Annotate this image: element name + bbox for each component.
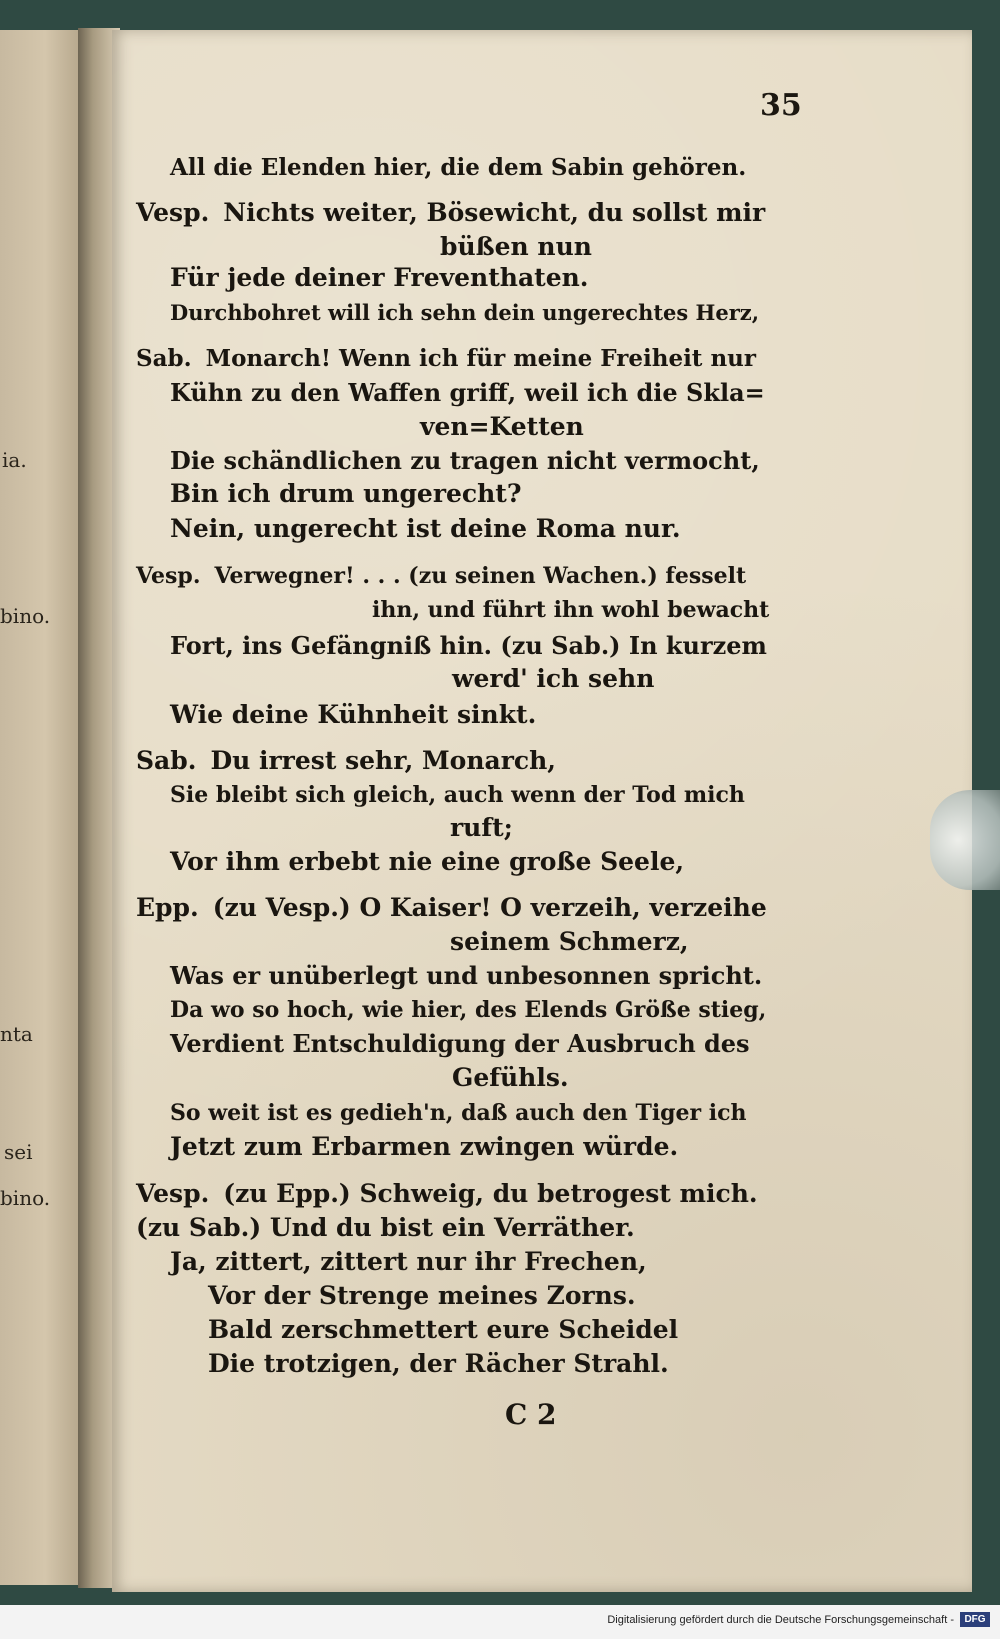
line-text: Jetzt zum Erbarmen zwingen würde. (170, 1132, 679, 1161)
text-line (450, 813, 513, 843)
funding-credit: Digitalisierung gefördert durch die Deutsche Forschungsgemeinschaft - (607, 1614, 954, 1626)
line-text: Bin ich drum ungerecht? (170, 479, 522, 508)
line-text: Gefühls. (452, 1063, 569, 1092)
left-page-fragment: nta (0, 1022, 33, 1046)
text-line (170, 1098, 747, 1128)
text-line (420, 412, 584, 442)
line-text: Kühn zu den Waffen griff, weil ich die Skla= (170, 378, 765, 407)
text-line (208, 1315, 678, 1345)
text-line (136, 746, 556, 776)
speaker-name: Vesp. (136, 563, 201, 589)
text-line (136, 198, 765, 228)
text-line (136, 561, 746, 591)
page-number: 35 (760, 88, 802, 123)
line-text: Durchbohret will ich sehn dein ungerechtes Herz, (170, 300, 760, 325)
line-text: Die schändlichen zu tragen nicht vermocht, (170, 446, 760, 475)
text-line (170, 995, 766, 1025)
left-page-edge (0, 30, 82, 1585)
text-line (170, 514, 681, 544)
line-text: büßen nun (440, 232, 592, 261)
text-line (170, 1132, 678, 1162)
text-line (170, 961, 762, 991)
line-text: seinem Schmerz, (450, 927, 689, 956)
text-line (170, 1247, 647, 1277)
line-text: Vor der Strenge meines Zorns. (208, 1281, 636, 1310)
text-line (170, 700, 536, 730)
page-clip (930, 790, 1000, 890)
line-text: Du irrest sehr, Monarch, (210, 746, 556, 775)
text-line (208, 1281, 636, 1311)
line-text: Monarch! Wenn ich für meine Freiheit nur (205, 345, 757, 372)
line-text: Verwegner! . . . (zu seinen Wachen.) fesselt (214, 563, 747, 589)
line-text: (zu Vesp.) O Kaiser! O verzeih, verzeihe (212, 893, 767, 922)
line-text: Ja, zittert, zittert nur ihr Frechen, (170, 1247, 647, 1276)
line-text: Da wo so hoch, wie hier, des Elends Größe stieg, (170, 997, 767, 1023)
line-text: Nein, ungerecht ist deine Roma nur. (170, 514, 681, 543)
line-text: Nichts weiter, Bösewicht, du sollst mir (223, 198, 766, 227)
text-line (372, 595, 769, 625)
text-line (170, 153, 746, 183)
line-text: Fort, ins Gefängniß hin. (zu Sab.) In kurzem (170, 631, 767, 660)
text-line (170, 263, 589, 293)
left-page-fragment: ia. (2, 448, 27, 472)
left-page-fragment: bino. (0, 1186, 51, 1210)
text-line (452, 664, 654, 694)
text-line (440, 232, 592, 262)
line-text: Wie deine Kühnheit sinkt. (170, 700, 537, 729)
line-text: (zu Sab.) Und du bist ein Verräther. (136, 1213, 635, 1242)
line-text: Sie bleibt sich gleich, auch wenn der Tod mich (170, 782, 745, 808)
speaker-name: Sab. (136, 746, 197, 775)
text-line (450, 927, 689, 957)
line-text: Für jede deiner Freventhaten. (170, 263, 589, 292)
line-text: ruft; (450, 813, 513, 842)
line-text: Bald zerschmettert eure Scheidel (208, 1315, 679, 1344)
text-line (170, 298, 759, 328)
text-line (136, 1179, 758, 1209)
text-line (170, 479, 522, 509)
line-text: Verdient Entschuldigung der Ausbruch des (170, 1029, 750, 1058)
speaker-name: Epp. (136, 893, 199, 922)
text-line (136, 1213, 635, 1243)
dfg-logo: DFG (960, 1612, 990, 1627)
line-text: ven=Ketten (420, 412, 584, 441)
text-line (208, 1349, 669, 1379)
text-line (170, 446, 760, 476)
text-line (170, 1029, 750, 1059)
text-line (170, 378, 765, 408)
line-text: Vor ihm erbebt nie eine große Seele, (170, 847, 685, 876)
line-text: Die trotzigen, der Rächer Strahl. (208, 1349, 669, 1378)
speaker-name: Vesp. (136, 1179, 210, 1208)
left-page-fragment: bino. (0, 604, 51, 628)
line-text: ihn, und führt ihn wohl bewacht (372, 597, 770, 623)
line-text: Was er unüberlegt und unbesonnen spricht. (170, 961, 763, 990)
text-line (170, 631, 767, 661)
line-text: All die Elenden hier, die dem Sabin gehören. (170, 154, 747, 181)
text-line (136, 893, 767, 923)
left-page-fragment: sei (4, 1140, 33, 1164)
text-line (170, 847, 684, 877)
text-line (170, 780, 745, 810)
text-line (136, 344, 756, 374)
speaker-name: Sab. (136, 345, 192, 372)
line-text: werd' ich sehn (452, 664, 655, 693)
speaker-name: Vesp. (136, 198, 210, 227)
line-text: (zu Epp.) Schweig, du betrogest mich. (223, 1179, 758, 1208)
text-line (452, 1063, 569, 1093)
signature-mark: C 2 (505, 1398, 557, 1431)
line-text: So weit ist es gedieh'n, daß auch den Tiger ich (170, 1100, 747, 1126)
